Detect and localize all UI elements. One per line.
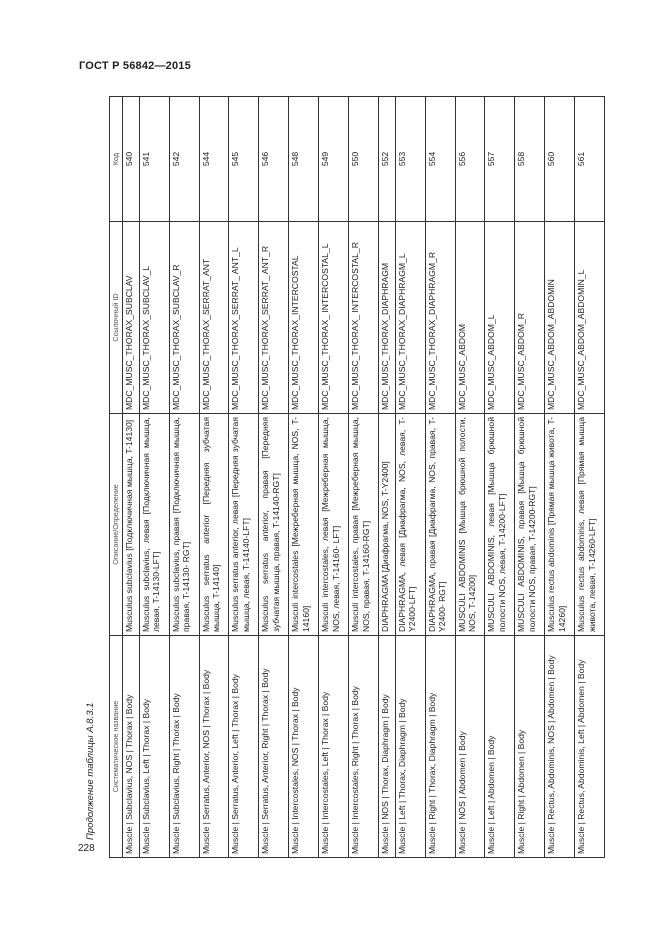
table-row [319, 97, 349, 858]
reference-id-cell: MDC_MUSC_THORAX_SERRAT_ ANT_R [259, 222, 289, 414]
column-header-code: Код [110, 97, 123, 222]
code-cell: 558 [515, 97, 545, 222]
systematic-name-cell: Muscle | Intercostales, Right | Thorax | Body [349, 636, 379, 858]
systematic-name-cell: Muscle | NOS | Abdomen | Body [455, 636, 485, 858]
code-cell: 556 [455, 97, 485, 222]
code-cell: 554 [425, 97, 455, 222]
table-row [545, 97, 575, 858]
description-cell: Musculi intercostales, левая [Межреберная мышца, NOS, левая, T-14160- LFT] [319, 414, 349, 636]
code-cell: 542 [169, 97, 199, 222]
code-cell: 550 [349, 97, 379, 222]
description-cell: DIAPHRAGMA, правая [Диафрагма, NOS, правая, T-Y2400- RGT] [425, 414, 455, 636]
terminology-table [109, 96, 605, 858]
systematic-name-cell: Muscle | Serratus, Anterior, NOS | Thorax | Body [199, 636, 229, 858]
table-row [123, 97, 140, 858]
description-cell: MUSCULI ABDOMINIS, правая [Мышца брюшной полости NOS, правая, T-14200-RGT] [515, 414, 545, 636]
page-number: 228 [78, 843, 95, 854]
table-row [485, 97, 515, 858]
description-cell: Musculus subclavius, правая [Подключичная мышца, правая, T-14130- RGT] [169, 414, 199, 636]
code-cell: 546 [259, 97, 289, 222]
table-row [229, 97, 259, 858]
code-cell: 557 [485, 97, 515, 222]
table-row [169, 97, 199, 858]
systematic-name-cell: Muscle | Rectus, Abdominis, NOS | Abdomen | Body [545, 636, 575, 858]
systematic-name-cell: Muscle | Intercostales, NOS | Thorax | Body [289, 636, 319, 858]
code-cell: 545 [229, 97, 259, 222]
description-cell: DIAPHRAGMA [Диафрагма, NOS, T-Y2400] [378, 414, 395, 636]
column-header-description: Описание/Определение [110, 414, 123, 636]
code-cell: 549 [319, 97, 349, 222]
description-cell: Musculus serratus anterior [Передняя зубчатая мышца, T-14140] [199, 414, 229, 636]
description-cell: Musculi intercostales, правая [Межреберная мышца, NOS, правая, T-14160-RGT] [349, 414, 379, 636]
description-cell: MUSCULI ABDOMINIS [Мышца брюшной полости, NOS, T-14200] [455, 414, 485, 636]
reference-id-cell: MDC_MUSC_THORAX_SUBCLAV_L [139, 222, 169, 414]
code-cell: 540 [123, 97, 140, 222]
reference-id-cell: MDC_MUSC_THORAX_SUBCLAV_R [169, 222, 199, 414]
reference-id-cell: MDC_MUSC_ABDOM [455, 222, 485, 414]
code-cell: 541 [139, 97, 169, 222]
description-cell: Musculus rectus abdominis [Прямая мышца живота, T-14260] [545, 414, 575, 636]
reference-id-cell: MDC_MUSC_THORAX_ INTERCOSTAL_L [319, 222, 349, 414]
systematic-name-cell: Muscle | Serratus, Anterior, Right | Thorax | Body [259, 636, 289, 858]
description-cell: Musculus subclavius, левая [Подключичная мышца, левая, T-14130-LFT] [139, 414, 169, 636]
reference-id-cell: MDC_MUSC_THORAX_ INTERCOSTAL_R [349, 222, 379, 414]
table-continuation-caption: Продолжение таблицы А.8.3.1 [85, 702, 96, 840]
description-cell: Musculus serratus anterior, левая [Передняя зубчатая мышца, левая, T-14140-LFT] [229, 414, 259, 636]
reference-id-cell: MDC_MUSC_THORAX_SUBCLAV [123, 222, 140, 414]
table-row [425, 97, 455, 858]
table-row [199, 97, 229, 858]
reference-id-cell: MDC_MUSC_THORAX_DIAPHRAGM_R [425, 222, 455, 414]
code-cell: 548 [289, 97, 319, 222]
reference-id-cell: MDC_MUSC_THORAX_SERRAT_ ANT_L [229, 222, 259, 414]
systematic-name-cell: Muscle | Intercostales, Left | Thorax | Body [319, 636, 349, 858]
description-cell: Musculi intercostales [Межреберная мышца, NOS, T-14160] [289, 414, 319, 636]
code-cell: 552 [378, 97, 395, 222]
description-cell: Musculus rectus abdominis, левая [Прямая мышца живота, левая, T-14260-LFT] [575, 414, 605, 636]
systematic-name-cell: Muscle | Subclavius, Right | Thorax | Body [169, 636, 199, 858]
table-body [123, 97, 605, 858]
systematic-name-cell: Muscle | Right | Thorax, Diaphragm | Body [425, 636, 455, 858]
table-row [289, 97, 319, 858]
systematic-name-cell: Muscle | Rectus, Abdominis, Left | Abdomen | Body [575, 636, 605, 858]
code-cell: 544 [199, 97, 229, 222]
systematic-name-cell: Muscle | Left | Thorax, Diaphragm | Body [395, 636, 425, 858]
table-row [349, 97, 379, 858]
table-row [515, 97, 545, 858]
description-cell: Musculus serratus anterior, правая [Передняя зубчатая мышца, правая, T-14140-RGT] [259, 414, 289, 636]
table-row [378, 97, 395, 858]
table-row [455, 97, 485, 858]
code-cell: 561 [575, 97, 605, 222]
systematic-name-cell: Muscle | NOS | Thorax, Diaphragm | Body [378, 636, 395, 858]
systematic-name-cell: Muscle | Right | Abdomen | Body [515, 636, 545, 858]
table-row [139, 97, 169, 858]
reference-id-cell: MDC_MUSC_ABDOM_L [485, 222, 515, 414]
column-header-reference-id: Ссылочный ID [110, 222, 123, 414]
description-cell: MUSCULI ABDOMINIS, левая [Мышца брюшной полости NOS, левая, T-14200-LFT] [485, 414, 515, 636]
reference-id-cell: MDC_MUSC_THORAX_DIAPHRAGM_L [395, 222, 425, 414]
systematic-name-cell: Muscle | Left | Abdomen | Body [485, 636, 515, 858]
systematic-name-cell: Muscle | Subclavius, NOS | Thorax | Body [123, 636, 140, 858]
reference-id-cell: MDC_MUSC_THORAX_DIAPHRAGM [378, 222, 395, 414]
code-cell: 560 [545, 97, 575, 222]
code-cell: 553 [395, 97, 425, 222]
systematic-name-cell: Muscle | Serratus, Anterior, Left | Thorax | Body [229, 636, 259, 858]
table-row [395, 97, 425, 858]
reference-id-cell: MDC_MUSC_THORAX_INTERCOSTAL [289, 222, 319, 414]
reference-id-cell: MDC_MUSC_ABDOM_ABDOMIN_L [575, 222, 605, 414]
rotated-table-container [109, 97, 605, 858]
reference-id-cell: MDC_MUSC_THORAX_SERRAT_ANT [199, 222, 229, 414]
table-row [259, 97, 289, 858]
table-header-row [110, 97, 123, 858]
description-cell: DIAPHRAGMA, левая [Диафрагма, NOS, левая, T-Y2400-LFT] [395, 414, 425, 636]
table-row [575, 97, 605, 858]
reference-id-cell: MDC_MUSC_ABDOM_R [515, 222, 545, 414]
standard-title: ГОСТ Р 56842—2015 [79, 60, 191, 72]
description-cell: Musculus subclavius [Подключичная мышца, T-14130] [123, 414, 140, 636]
column-header-name: Систематическое название [110, 636, 123, 858]
systematic-name-cell: Muscle | Subclavius, Left | Thorax | Body [139, 636, 169, 858]
reference-id-cell: MDC_MUSC_ABDOM_ABDOMIN [545, 222, 575, 414]
